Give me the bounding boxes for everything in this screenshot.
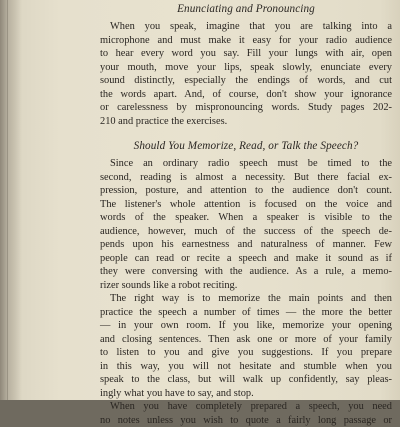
- text-line: sound distinctly, especially the endings of words, and cut: [100, 74, 392, 88]
- text-line: — in your own room. If you like, memorize your opening: [100, 319, 392, 333]
- text-line: or carelessness by mispronouncing words. Study pages 202-: [100, 101, 392, 115]
- text-line: no notes unless you wish to quote a fairly long passage or: [100, 414, 392, 427]
- text-column: [100, 0, 392, 427]
- text-line: they were conversing with the audience. As a rule, a memo-: [100, 265, 392, 279]
- text-line: second, reading is almost a necessity. But there facial ex-: [100, 171, 392, 185]
- section-heading-memorize: Should You Memorize, Read, or Talk the Speech?: [100, 139, 392, 153]
- text-line: rizer sounds like a robot reciting.: [100, 279, 392, 293]
- text-line: words of the speaker. When a speaker is visible to the: [100, 211, 392, 225]
- section-heading-enunciating: Enunciating and Pronouncing: [100, 2, 392, 16]
- text-line: pression, posture, and attention to the audience don't count.: [100, 184, 392, 198]
- text-line: When you have completely prepared a speech, you need: [100, 400, 392, 414]
- text-line: 210 and practice the exercises.: [100, 115, 392, 129]
- text-line: The listener's whole attention is focused on the voice and: [100, 198, 392, 212]
- paragraph-prepared: [100, 400, 392, 427]
- text-line: the words apart. And, of course, don't show your ignorance: [100, 88, 392, 102]
- text-line: people can read or recite a speech and make it sound as if: [100, 252, 392, 266]
- text-line: to hear every word you say. Fill your lungs with air, open: [100, 47, 392, 61]
- text-line: practice the speech a number of times — the more the better: [100, 306, 392, 320]
- text-line: audience, however, much of the success of the speech de-: [100, 225, 392, 239]
- text-line: speak to the class, but will walk up confidently, say pleas-: [100, 373, 392, 387]
- page-edge-line: [7, 0, 8, 400]
- paragraph-enunciating: [100, 20, 392, 128]
- paragraph-right-way: [100, 292, 392, 400]
- text-line: The right way is to memorize the main points and then: [100, 292, 392, 306]
- text-line: ingly what you have to say, and stop.: [100, 387, 392, 401]
- text-line: When you speak, imagine that you are talking into a: [100, 20, 392, 34]
- page-gutter-shadow: [0, 0, 22, 400]
- paragraph-reading: [100, 157, 392, 292]
- text-line: to listen to you and give you suggestions. If you prepare: [100, 346, 392, 360]
- text-line: Since an ordinary radio speech must be timed to the: [100, 157, 392, 171]
- text-line: your mouth, move your lips, speak slowly, enunciate every: [100, 61, 392, 75]
- text-line: microphone and must make it easy for your radio audience: [100, 34, 392, 48]
- text-line: in this way, you will not hesitate and stumble when you: [100, 360, 392, 374]
- text-line: and closing sentences. Then ask one or more of your family: [100, 333, 392, 347]
- text-line: pends upon his earnestness and naturalness of manner. Few: [100, 238, 392, 252]
